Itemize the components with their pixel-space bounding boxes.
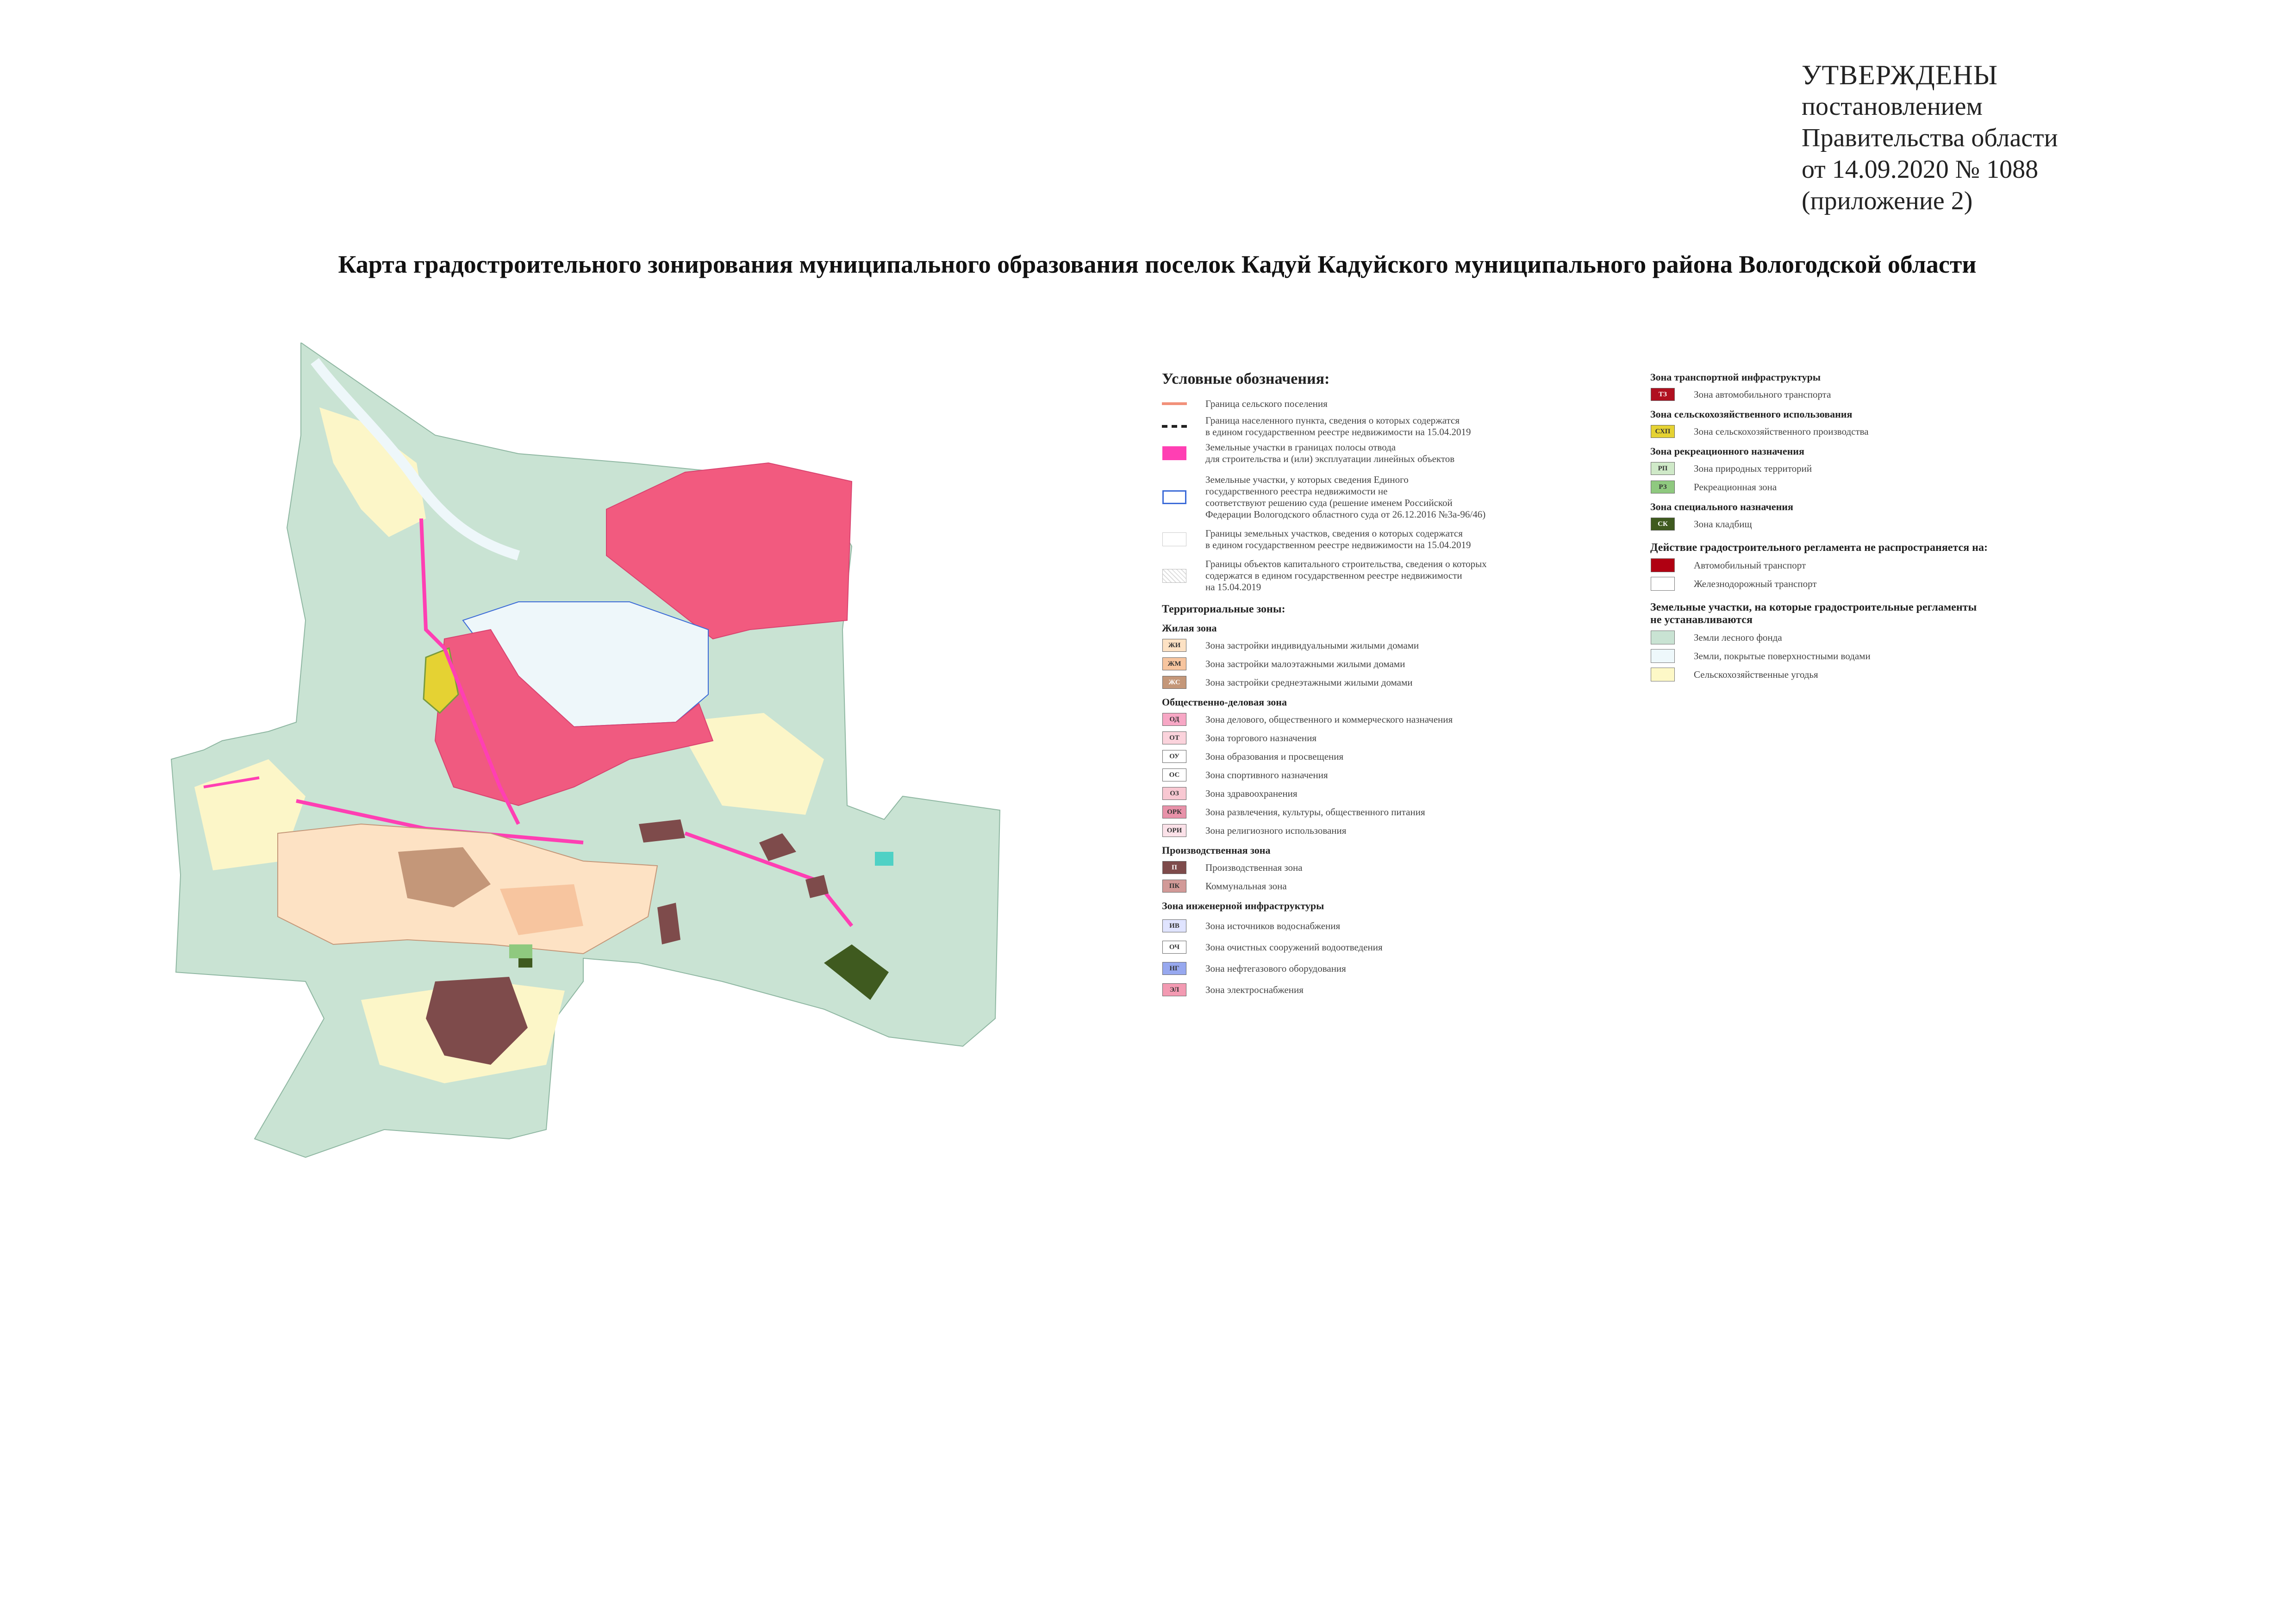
- zone-swatch-icon: [1651, 649, 1675, 663]
- zone-swatch-icon: [1651, 577, 1675, 591]
- zone-swatch-icon: [1651, 668, 1675, 681]
- zone-swatch-icon: ПК: [1162, 880, 1186, 893]
- legend-right: [1650, 365, 2067, 686]
- water-body-east: [875, 852, 893, 866]
- special-group-title: Зона специального назначения: [1650, 501, 1793, 512]
- legend-registered-plots: Границы земельных участков, сведения о которых содержатся в едином государственном реестре недвижимости на 15.04.2019: [1162, 528, 1565, 551]
- legend-settlement-boundary: Граница населенного пункта, сведения о которых содержатся в едином государственном реестре недвижимости на 15.04.2019: [1162, 415, 1565, 438]
- legend-item-label: Земли, покрытые поверхностными водами: [1694, 650, 1871, 662]
- not-established-title: Земельные участки, на которые градостроительные регламенты не устанавливаются: [1650, 601, 1977, 626]
- legend-item-label: Зона автомобильного транспорта: [1694, 388, 1831, 400]
- zone-swatch-icon: П: [1162, 861, 1186, 874]
- zone-swatch-icon: ЭЛ: [1162, 983, 1186, 996]
- legend-item-label: Железнодорожный транспорт: [1694, 578, 1817, 589]
- legend-rural-boundary: Граница сельского поселения: [1162, 396, 1565, 411]
- recreation-plot: [509, 944, 532, 958]
- zone-swatch-icon: ОЧ: [1162, 941, 1186, 954]
- legend-item-engineering-2: [1162, 961, 1565, 976]
- legend-item-label: Зона застройки среднеэтажными жилыми домами: [1205, 676, 1413, 688]
- registered-plots-boundary-icon: [1162, 532, 1186, 546]
- legend-item-residential-1: [1162, 656, 1565, 671]
- legend-capital-objects: Границы объектов капитального строительства, сведения о которых содержатся в едином государственном реестре недвижимости на 15.04.2019: [1162, 558, 1565, 593]
- legend-item-not_applied-1: [1650, 576, 2067, 591]
- engineering-group-title: Зона инженерной инфраструктуры: [1162, 900, 1324, 912]
- zone-swatch-icon: ЖМ: [1162, 657, 1186, 670]
- legend-heading: Условные обозначения:: [1162, 370, 1330, 387]
- zone-swatch-icon: ОЗ: [1162, 787, 1186, 800]
- legend-item-engineering-1: [1162, 940, 1565, 955]
- approval-block: [1802, 59, 2058, 217]
- legend-item-business-5: [1162, 805, 1565, 819]
- legend-item-label: Зона спортивного назначения: [1205, 769, 1328, 781]
- not-applied-items: [1650, 558, 2067, 591]
- not-applied-title: Действие градостроительного регламента не распространяется на:: [1650, 542, 1988, 554]
- legend-item-not_established-0: [1650, 630, 2067, 645]
- zone-swatch-icon: РП: [1651, 462, 1675, 475]
- legend-item-transport-0: [1650, 387, 2067, 402]
- zoning-map[interactable]: [167, 343, 1009, 1231]
- zone-swatch-icon: ОУ: [1162, 750, 1186, 763]
- transport-group-title: Зона транспортной инфраструктуры: [1650, 371, 1821, 383]
- legend-item-label: Зона развлечения, культуры, общественного питания: [1205, 806, 1425, 818]
- legend-item-label: Сельскохозяйственные угодья: [1694, 668, 1818, 680]
- zone-swatch-icon: [1651, 631, 1675, 644]
- legend-item-industrial-1: [1162, 879, 1565, 893]
- not-established-items: [1650, 630, 2067, 682]
- legend-court-plots: Земельные участки, у которых сведения Единого государственного реестра недвижимости не соответствуют решению суда (решение именем Российской Федерации Вологодского областного суда от 26.12.2016 №3а-96/46): [1162, 474, 1565, 520]
- legend-item-engineering-0: [1162, 918, 1565, 933]
- legend-item-business-6: [1162, 823, 1565, 838]
- business-items: [1162, 712, 1565, 838]
- inset-legend: [630, 1009, 815, 1204]
- legend-item-label: Зона застройки малоэтажными жилыми домами: [1205, 658, 1405, 669]
- legend-item-label: Зона образования и просвещения: [1205, 750, 1344, 762]
- legend-item-label: Зона природных территорий: [1694, 462, 1812, 474]
- zone-swatch-icon: ОРИ: [1162, 824, 1186, 837]
- zone-swatch-icon: ОРК: [1162, 806, 1186, 818]
- legend-item-label: Зона застройки индивидуальными жилыми домами: [1205, 639, 1419, 651]
- agricultural-items: [1650, 424, 2067, 439]
- approval-heading: УТВЕРЖДЕНЫ: [1802, 60, 1998, 90]
- legend-item-engineering-3: [1162, 982, 1565, 997]
- capital-objects-boundary-icon: [1162, 569, 1186, 583]
- rural-boundary-line-icon: [1162, 402, 1187, 405]
- zone-swatch-icon: [1651, 558, 1675, 572]
- legend-item-business-4: [1162, 786, 1565, 801]
- zoning-map-svg: [167, 343, 1009, 1231]
- zone-swatch-icon: НГ: [1162, 962, 1186, 975]
- approval-line-2: постановлением: [1802, 92, 1983, 121]
- industrial-items: [1162, 860, 1565, 893]
- legend-left: [1162, 370, 1565, 1004]
- legend-item-residential-2: [1162, 675, 1565, 690]
- legend-item-label: Зона религиозного использования: [1205, 824, 1347, 836]
- residential-group-title: Жилая зона: [1162, 622, 1217, 634]
- legend-item-residential-0: [1162, 638, 1565, 653]
- legend-item-industrial-0: [1162, 860, 1565, 875]
- zone-swatch-icon: ОД: [1162, 713, 1186, 726]
- business-group-title: Общественно-деловая зона: [1162, 696, 1287, 708]
- approval-line-3: Правительства области: [1802, 124, 2058, 152]
- legend-item-label: Зона здравоохранения: [1205, 787, 1298, 799]
- settlement-boundary-dashed-icon: [1162, 425, 1187, 428]
- approval-date: от 14.09.2020 № 1088: [1802, 155, 2039, 184]
- special-items: [1650, 517, 2067, 531]
- legend-item-not_established-1: [1650, 649, 2067, 663]
- recreational-items: [1650, 461, 2067, 494]
- legend-item-label: Производственная зона: [1205, 862, 1303, 873]
- engineering-items: [1162, 918, 1565, 997]
- legend-item-label: Зона нефтегазового оборудования: [1205, 962, 1346, 974]
- zone-swatch-icon: СХП: [1651, 425, 1675, 438]
- zone-swatch-icon: СК: [1651, 518, 1675, 531]
- legend-item-business-0: [1162, 712, 1565, 727]
- legend-item-recreational-0: [1650, 461, 2067, 476]
- residential-items: [1162, 638, 1565, 690]
- legend-item-business-3: [1162, 768, 1565, 782]
- legend-item-label: Рекреационная зона: [1694, 481, 1777, 493]
- legend-item-label: Зона делового, общественного и коммерческого назначения: [1205, 713, 1453, 725]
- legend-item-label: Зона электроснабжения: [1205, 984, 1304, 995]
- legend-linear-objects: Земельные участки в границах полосы отвода для строительства и (или) эксплуатации линейных объектов: [1162, 442, 1565, 465]
- legend-item-business-2: [1162, 749, 1565, 764]
- industrial-group-title: Производственная зона: [1162, 844, 1271, 856]
- legend-item-not_established-2: [1650, 667, 2067, 682]
- legend-item-not_applied-0: [1650, 558, 2067, 573]
- map-title: Карта градостроительного зонирования муниципального образования поселок Кадуй Кадуйского муниципального района Вологодской области: [338, 250, 1977, 278]
- linear-objects-plot-icon: [1162, 446, 1186, 460]
- recreational-group-title: Зона рекреационного назначения: [1650, 445, 1804, 457]
- transport-items: [1650, 387, 2067, 402]
- legend-item-special-0: [1650, 517, 2067, 531]
- zone-swatch-icon: ЖС: [1162, 676, 1186, 689]
- legend-item-label: Зона торгового назначения: [1205, 732, 1317, 743]
- legend-item-label: Земли лесного фонда: [1694, 631, 1782, 643]
- zone-swatch-icon: ОС: [1162, 768, 1186, 781]
- zone-swatch-icon: ТЗ: [1651, 388, 1675, 401]
- legend-item-recreational-1: [1650, 480, 2067, 494]
- legend-item-label: Автомобильный транспорт: [1694, 559, 1806, 571]
- approval-annex: (приложение 2): [1802, 187, 1973, 215]
- territorial-zones-heading: Территориальные зоны:: [1162, 603, 1285, 615]
- zone-swatch-icon: ИВ: [1162, 919, 1186, 932]
- legend-item-label: Зона сельскохозяйственного производства: [1694, 425, 1869, 437]
- legend-item-label: Коммунальная зона: [1205, 880, 1287, 892]
- agricultural-group-title: Зона сельскохозяйственного использования: [1650, 408, 1853, 420]
- legend-item-label: Зона очистных сооружений водоотведения: [1205, 941, 1383, 953]
- legend-item-agricultural-0: [1650, 424, 2067, 439]
- zone-swatch-icon: ОТ: [1162, 731, 1186, 744]
- legend-item-business-1: [1162, 731, 1565, 745]
- zone-swatch-icon: РЗ: [1651, 481, 1675, 493]
- court-decision-plot-icon: [1162, 490, 1186, 504]
- legend-item-label: Зона кладбищ: [1694, 518, 1752, 530]
- legend-item-label: Зона источников водоснабжения: [1205, 920, 1341, 931]
- zone-swatch-icon: ЖИ: [1162, 639, 1186, 652]
